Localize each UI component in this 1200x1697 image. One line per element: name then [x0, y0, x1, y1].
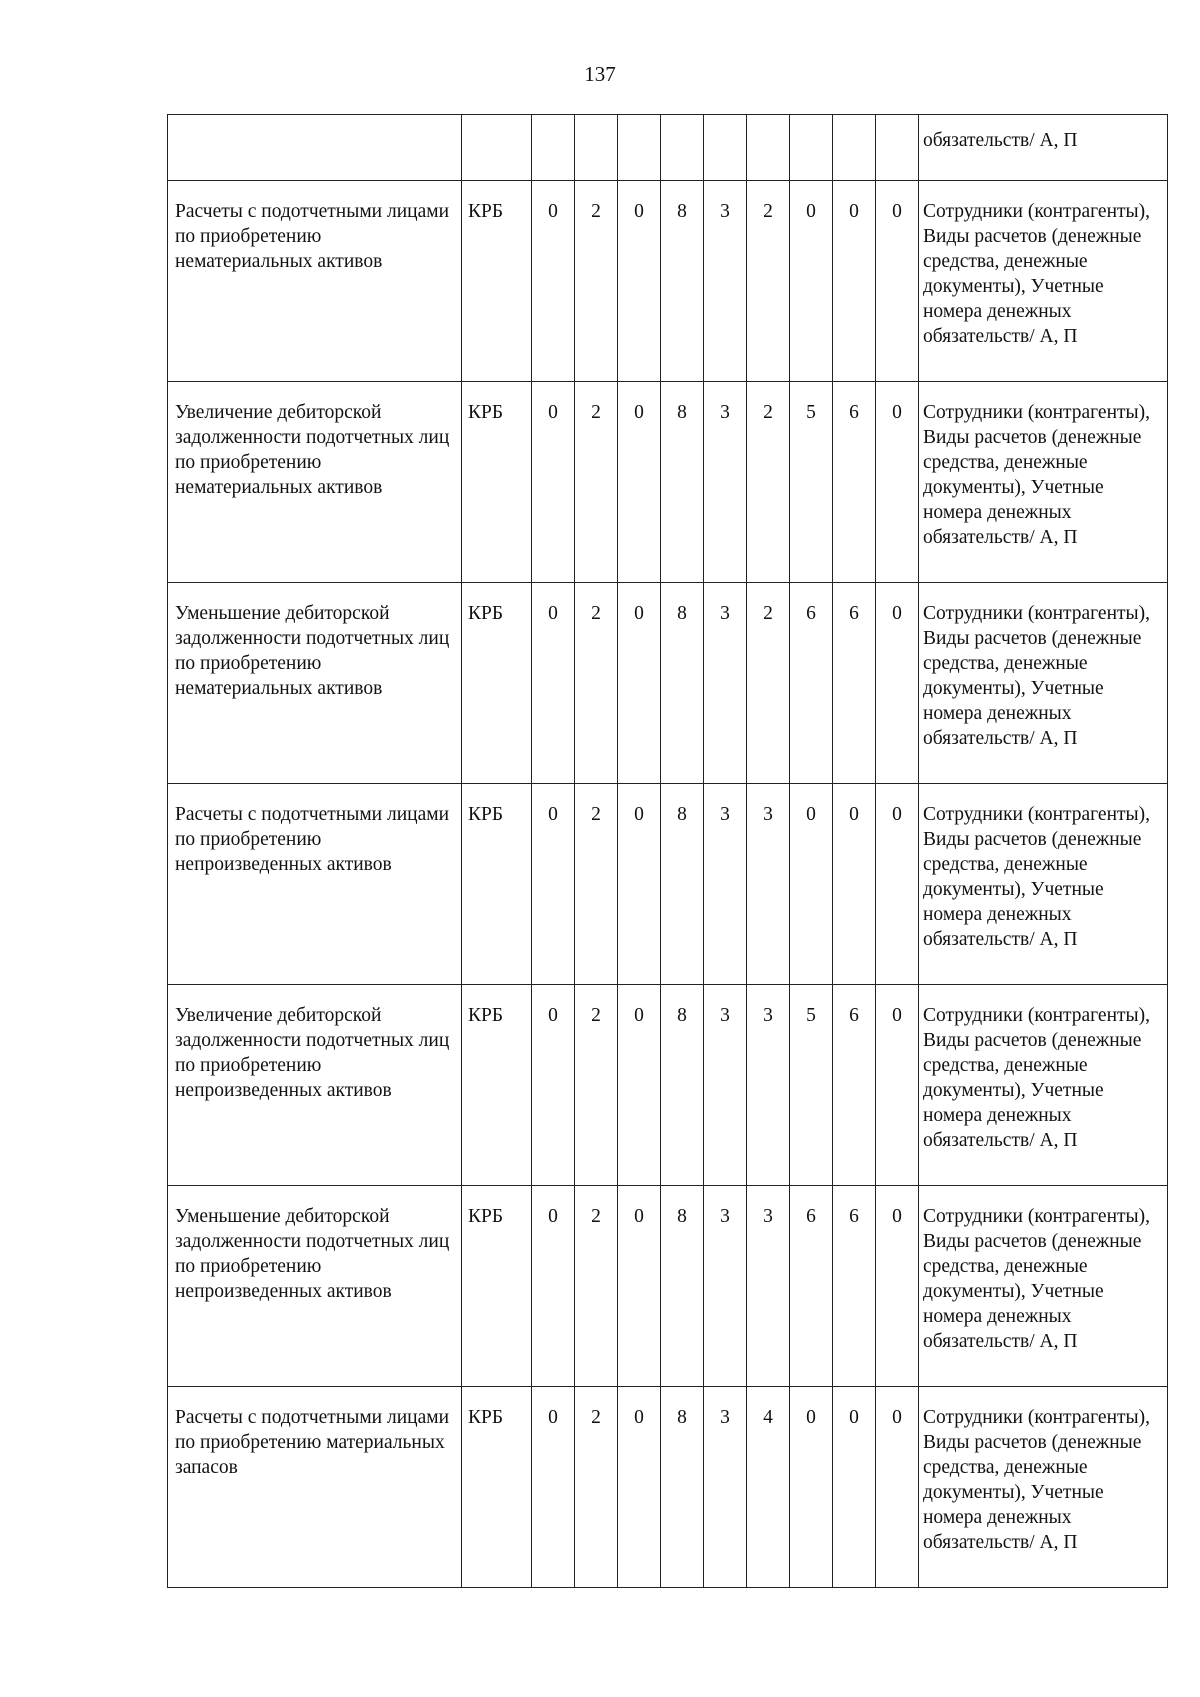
digit-cell: 0: [790, 181, 833, 382]
digit-cell: 0: [876, 382, 919, 583]
digit-cell: 3: [704, 583, 747, 784]
digit-cell: 3: [704, 985, 747, 1186]
table-row: [168, 784, 1168, 985]
table-row: [168, 382, 1168, 583]
digit-cell: 2: [575, 382, 618, 583]
digit-cell: 0: [532, 181, 575, 382]
digit-cell: [532, 115, 575, 181]
code-cell: КРБ: [462, 1387, 532, 1588]
table-row: [168, 583, 1168, 784]
description-cell: Расчеты с подотчетными лицами по приобретению нематериальных активов: [168, 181, 462, 382]
digit-cell: 2: [747, 181, 790, 382]
digit-cell: 6: [833, 985, 876, 1186]
digit-cell: 0: [833, 181, 876, 382]
digit-cell: [575, 115, 618, 181]
table-row: [168, 181, 1168, 382]
analytics-cell: Сотрудники (контрагенты), Виды расчетов (денежные средства, денежные документы), Учетные номера денежных обязательств/ А, П: [919, 784, 1168, 985]
digit-cell: 3: [747, 784, 790, 985]
analytics-cell: Сотрудники (контрагенты), Виды расчетов (денежные средства, денежные документы), Учетные номера денежных обязательств/ А, П: [919, 1387, 1168, 1588]
code-cell: [462, 115, 532, 181]
digit-cell: 2: [575, 1186, 618, 1387]
digit-cell: 0: [876, 583, 919, 784]
digit-cell: 0: [833, 784, 876, 985]
digit-cell: 0: [876, 1186, 919, 1387]
digit-cell: 8: [661, 985, 704, 1186]
digit-cell: 6: [790, 583, 833, 784]
digit-cell: 4: [747, 1387, 790, 1588]
digit-cell: 0: [618, 985, 661, 1186]
description-cell: Увеличение дебиторской задолженности подотчетных лиц по приобретению нематериальных активов: [168, 382, 462, 583]
table-row: [168, 1186, 1168, 1387]
digit-cell: [704, 115, 747, 181]
digit-cell: 0: [876, 985, 919, 1186]
code-cell: КРБ: [462, 382, 532, 583]
digit-cell: 0: [790, 784, 833, 985]
description-cell: Уменьшение дебиторской задолженности подотчетных лиц по приобретению нематериальных активов: [168, 583, 462, 784]
digit-cell: 6: [790, 1186, 833, 1387]
code-cell: КРБ: [462, 181, 532, 382]
digit-cell: [833, 115, 876, 181]
table-row: [168, 985, 1168, 1186]
continuation-row: [168, 115, 1168, 181]
digit-cell: 8: [661, 583, 704, 784]
digit-cell: 8: [661, 784, 704, 985]
digit-cell: 6: [833, 583, 876, 784]
digit-cell: 2: [575, 181, 618, 382]
digit-cell: 3: [704, 784, 747, 985]
digit-cell: 0: [618, 181, 661, 382]
description-cell: Увеличение дебиторской задолженности подотчетных лиц по приобретению непроизведенных активов: [168, 985, 462, 1186]
digit-cell: 2: [575, 985, 618, 1186]
digit-cell: 0: [532, 382, 575, 583]
analytics-cell: Сотрудники (контрагенты), Виды расчетов (денежные средства, денежные документы), Учетные номера денежных обязательств/ А, П: [919, 382, 1168, 583]
digit-cell: 2: [575, 1387, 618, 1588]
digit-cell: 2: [575, 784, 618, 985]
analytics-cell: Сотрудники (контрагенты), Виды расчетов (денежные средства, денежные документы), Учетные номера денежных обязательств/ А, П: [919, 181, 1168, 382]
code-cell: КРБ: [462, 583, 532, 784]
page-number: 137: [584, 62, 616, 86]
digit-cell: 8: [661, 1387, 704, 1588]
analytics-cell: обязательств/ А, П: [919, 115, 1168, 181]
digit-cell: 0: [532, 1387, 575, 1588]
digit-cell: 0: [532, 1186, 575, 1387]
digit-cell: 0: [618, 1186, 661, 1387]
analytics-cell: Сотрудники (контрагенты), Виды расчетов (денежные средства, денежные документы), Учетные номера денежных обязательств/ А, П: [919, 583, 1168, 784]
digit-cell: 5: [790, 985, 833, 1186]
digit-cell: 3: [704, 1186, 747, 1387]
description-cell: Расчеты с подотчетными лицами по приобретению материальных запасов: [168, 1387, 462, 1588]
digit-cell: 6: [833, 382, 876, 583]
digit-cell: 0: [876, 784, 919, 985]
digit-cell: 0: [876, 181, 919, 382]
analytics-cell: Сотрудники (контрагенты), Виды расчетов (денежные средства, денежные документы), Учетные номера денежных обязательств/ А, П: [919, 985, 1168, 1186]
code-cell: КРБ: [462, 985, 532, 1186]
digit-cell: 0: [876, 1387, 919, 1588]
digit-cell: [747, 115, 790, 181]
digit-cell: 0: [790, 1387, 833, 1588]
digit-cell: 0: [532, 985, 575, 1186]
digit-cell: 3: [704, 1387, 747, 1588]
digit-cell: 0: [618, 382, 661, 583]
description-cell: Уменьшение дебиторской задолженности подотчетных лиц по приобретению непроизведенных активов: [168, 1186, 462, 1387]
accounts-table: [167, 114, 1168, 1588]
code-cell: КРБ: [462, 784, 532, 985]
digit-cell: 0: [618, 583, 661, 784]
digit-cell: 0: [532, 784, 575, 985]
description-cell: Расчеты с подотчетными лицами по приобретению непроизведенных активов: [168, 784, 462, 985]
digit-cell: 6: [833, 1186, 876, 1387]
digit-cell: [661, 115, 704, 181]
digit-cell: [618, 115, 661, 181]
digit-cell: 0: [618, 784, 661, 985]
digit-cell: 3: [704, 181, 747, 382]
analytics-cell: Сотрудники (контрагенты), Виды расчетов (денежные средства, денежные документы), Учетные номера денежных обязательств/ А, П: [919, 1186, 1168, 1387]
table-row: [168, 1387, 1168, 1588]
code-cell: КРБ: [462, 1186, 532, 1387]
digit-cell: 8: [661, 181, 704, 382]
digit-cell: 2: [747, 583, 790, 784]
digit-cell: [876, 115, 919, 181]
digit-cell: 2: [575, 583, 618, 784]
digit-cell: 0: [618, 1387, 661, 1588]
digit-cell: 3: [747, 985, 790, 1186]
digit-cell: 0: [833, 1387, 876, 1588]
digit-cell: 5: [790, 382, 833, 583]
digit-cell: 2: [747, 382, 790, 583]
digit-cell: 8: [661, 382, 704, 583]
digit-cell: [790, 115, 833, 181]
digit-cell: 3: [747, 1186, 790, 1387]
digit-cell: 3: [704, 382, 747, 583]
digit-cell: 0: [532, 583, 575, 784]
digit-cell: 8: [661, 1186, 704, 1387]
description-cell: [168, 115, 462, 181]
